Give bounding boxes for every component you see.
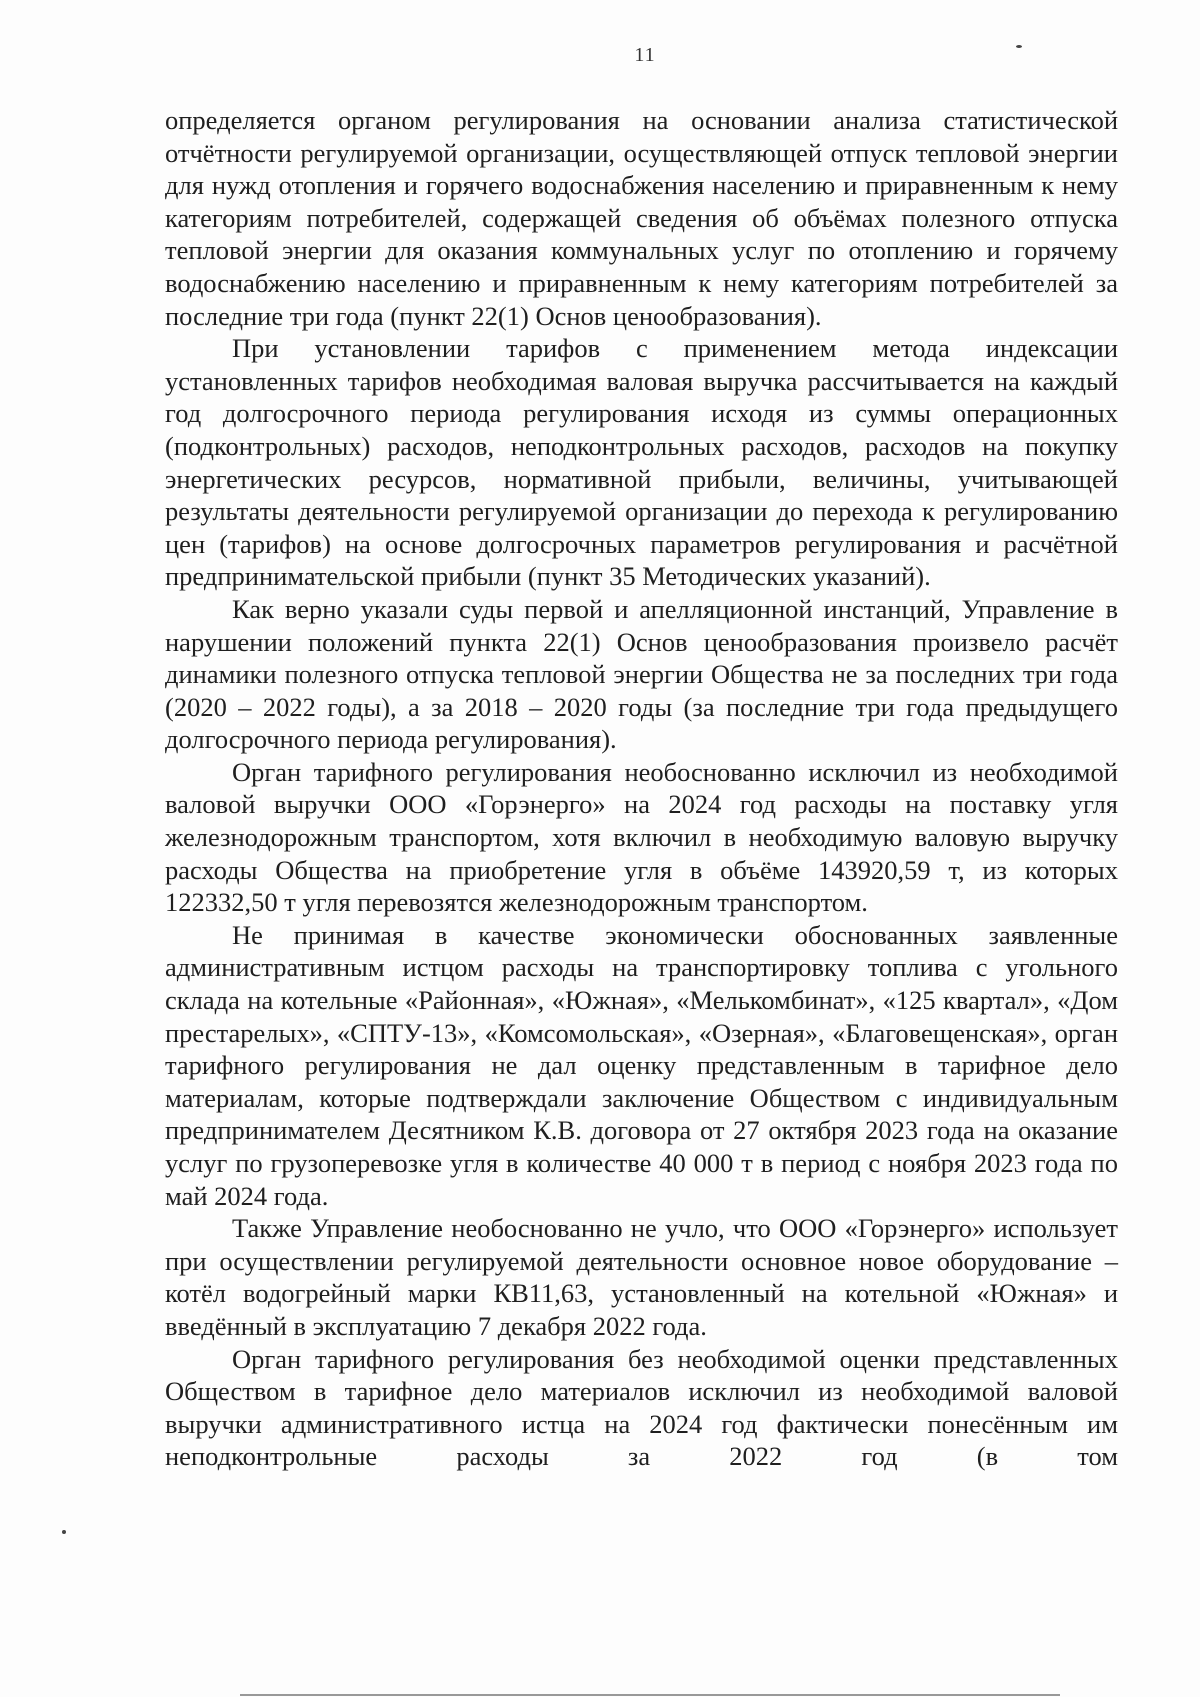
paragraph-5: Не принимая в качестве экономически обоснованных заявленные административным истцом расходы на транспортировку топлива с угольного склада на котельные «Районная», «Южная», «Мелькомбинат», «125 квартал», «Дом престарелых», «СПТУ-13», «Комсомольская», «Озерная», «Благовещенская», орган тарифного регулирования не дал оценку представленным в тарифное дело материалам, которые подтверждали заключение Обществом с индивидуальным предпринимателем Десятником К.В. договора от 27 октября 2023 года на оказание услуг по грузоперевозке угля в количестве 40 000 т в период с ноября 2023 года по май 2024 года. — [165, 919, 1118, 1211]
paragraph-6: Также Управление необоснованно не учло, что ООО «Горэнерго» использует при осуществлении регулируемой деятельности основное новое оборудование – котёл водогрейный марки КВ11,63, установленный на котельной «Южная» и введённый в эксплуатацию 7 декабря 2022 года. — [165, 1213, 1118, 1341]
paragraph-3: Как верно указали суды первой и апелляционной инстанций, Управление в нарушении положений пункта 22(1) Основ ценообразования произвело расчёт динамики полезного отпуска тепловой энергии Общества не за последних три года (2020 – 2022 годы), а за 2018 – 2020 годы (за последние три года предыдущего долгосрочного периода регулирования). — [165, 593, 1118, 755]
scan-speck — [62, 1530, 66, 1534]
page-number: 11 — [634, 44, 656, 66]
document-body — [165, 104, 1118, 1473]
paragraph-7: Орган тарифного регулирования без необходимой оценки представленных Обществом в тарифное дело материалов исключил из необходимой валовой выручки административного истца на 2024 год фактически понесённым им неподконтрольные расходы за 2022 год (в том — [165, 1343, 1118, 1472]
scan-speck — [1016, 45, 1022, 48]
paragraph-2: При установлении тарифов с применением метода индексации установленных тарифов необходимая валовая выручка рассчитывается на каждый год долгосрочного периода регулирования исходя из суммы операционных (подконтрольных) расходов, неподконтрольных расходов, расходов на покупку энергетических ресурсов, нормативной прибыли, величины, учитывающей результаты деятельности регулируемой организации до перехода к регулированию цен (тарифов) на основе долгосрочных параметров регулирования и расчётной предпринимательской прибыли (пункт 35 Методических указаний). — [165, 333, 1118, 592]
paragraph-1: определяется органом регулирования на основании анализа статистической отчётности регулируемой организации, осуществляющей отпуск тепловой энергии для нужд отопления и горячего водоснабжения населению и приравненным к нему категориям потребителей, содержащей сведения об объёмах полезного отпуска тепловой энергии для оказания коммунальных услуг по отоплению и горячему водоснабжению населению и приравненным к нему категориям потребителей за последние три года (пункт 22(1) Основ ценообразования). — [165, 105, 1118, 331]
paragraph-4: Орган тарифного регулирования необоснованно исключил из необходимой валовой выручки ООО «Горэнерго» на 2024 год расходы на поставку угля железнодорожным транспортом, хотя включил в необходимую валовую выручку расходы Общества на приобретение угля в объёме 143920,59 т, из которых 122332,50 т угля перевозятся железнодорожным транспортом. — [165, 756, 1118, 918]
scan-edge-line — [240, 1694, 1060, 1696]
